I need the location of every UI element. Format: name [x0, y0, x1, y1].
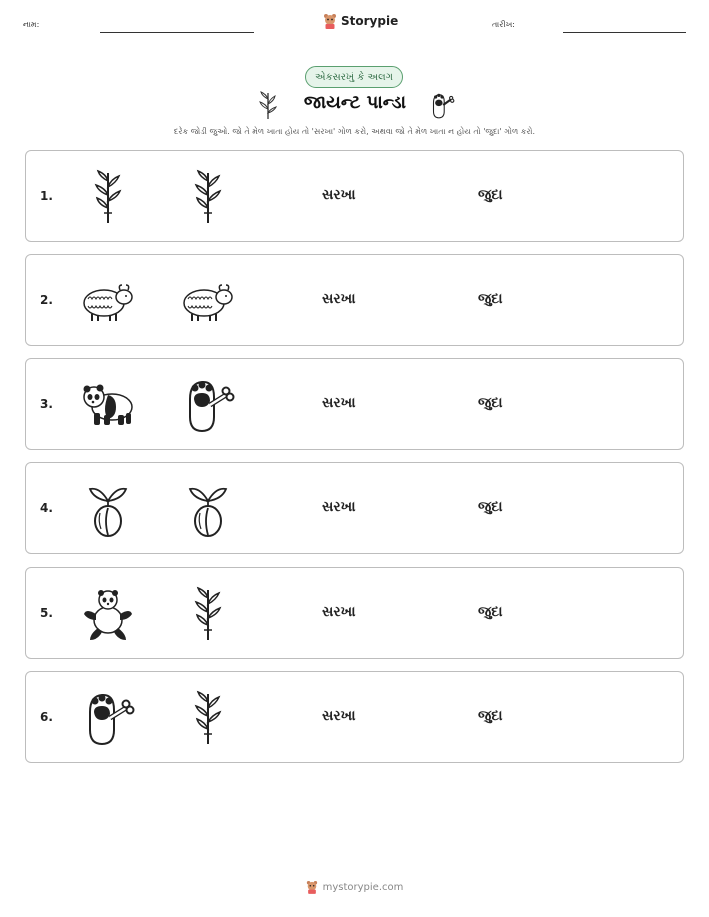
yak-icon: [80, 273, 136, 329]
brand-logo: [323, 13, 398, 29]
option-different[interactable]: જુદા: [478, 187, 503, 203]
date-label: તારીખ:: [492, 20, 515, 29]
option-different[interactable]: જુદા: [478, 708, 503, 724]
brand-name: Storypie: [341, 14, 399, 28]
question-row: [25, 671, 684, 763]
option-different[interactable]: જુદા: [478, 604, 503, 620]
option-same[interactable]: સરખા: [322, 395, 356, 411]
bamboo-icon: [180, 586, 236, 642]
footer-url[interactable]: mystorypie.com: [322, 881, 404, 893]
question-number: 2.: [40, 293, 53, 307]
worksheet-type-badge: એકસરખું કે અલગ: [305, 66, 403, 88]
footer: [0, 880, 709, 894]
name-line[interactable]: [100, 32, 254, 33]
paw-bone-icon: [180, 377, 236, 433]
panda-icon: [80, 377, 136, 433]
storypie-bear-icon: [306, 880, 318, 894]
option-different[interactable]: જુદા: [478, 291, 503, 307]
bamboo-icon: [80, 169, 136, 225]
instructions: દરેક જોડી જુઓ. જો તે મેળ ખાતા હોય તો 'સરખા' ગોળ કરો, અથવા જો તે મેળ ખાતા ન હોય તો 'જુદા' ગોળ કરો.: [173, 127, 536, 136]
option-different[interactable]: જુદા: [478, 395, 503, 411]
bamboo-icon: [258, 90, 278, 120]
date-line[interactable]: [563, 32, 686, 33]
question-number: 6.: [40, 710, 53, 724]
seed-sprout-icon: [80, 481, 136, 537]
question-row: [25, 567, 684, 659]
question-number: 4.: [40, 501, 53, 515]
option-same[interactable]: સરખા: [322, 291, 356, 307]
question-row: [25, 254, 684, 346]
question-number: 3.: [40, 397, 53, 411]
question-row: [25, 358, 684, 450]
option-same[interactable]: સરખા: [322, 187, 356, 203]
paw-bone-icon: [426, 90, 456, 120]
cub-icon: [80, 586, 136, 642]
storypie-bear-icon: [323, 13, 337, 29]
yak-icon: [180, 273, 236, 329]
name-label: નામ:: [23, 20, 40, 29]
question-row: [25, 462, 684, 554]
option-same[interactable]: સરખા: [322, 499, 356, 515]
bamboo-icon: [180, 169, 236, 225]
option-different[interactable]: જુદા: [478, 499, 503, 515]
option-same[interactable]: સરખા: [322, 604, 356, 620]
seed-sprout-icon: [180, 481, 236, 537]
bamboo-icon: [180, 690, 236, 746]
page-title: જાયન્ટ પાન્ડા: [303, 92, 407, 113]
question-row: [25, 150, 684, 242]
paw-bone-icon: [80, 690, 136, 746]
question-number: 1.: [40, 189, 53, 203]
question-number: 5.: [40, 606, 53, 620]
option-same[interactable]: સરખા: [322, 708, 356, 724]
